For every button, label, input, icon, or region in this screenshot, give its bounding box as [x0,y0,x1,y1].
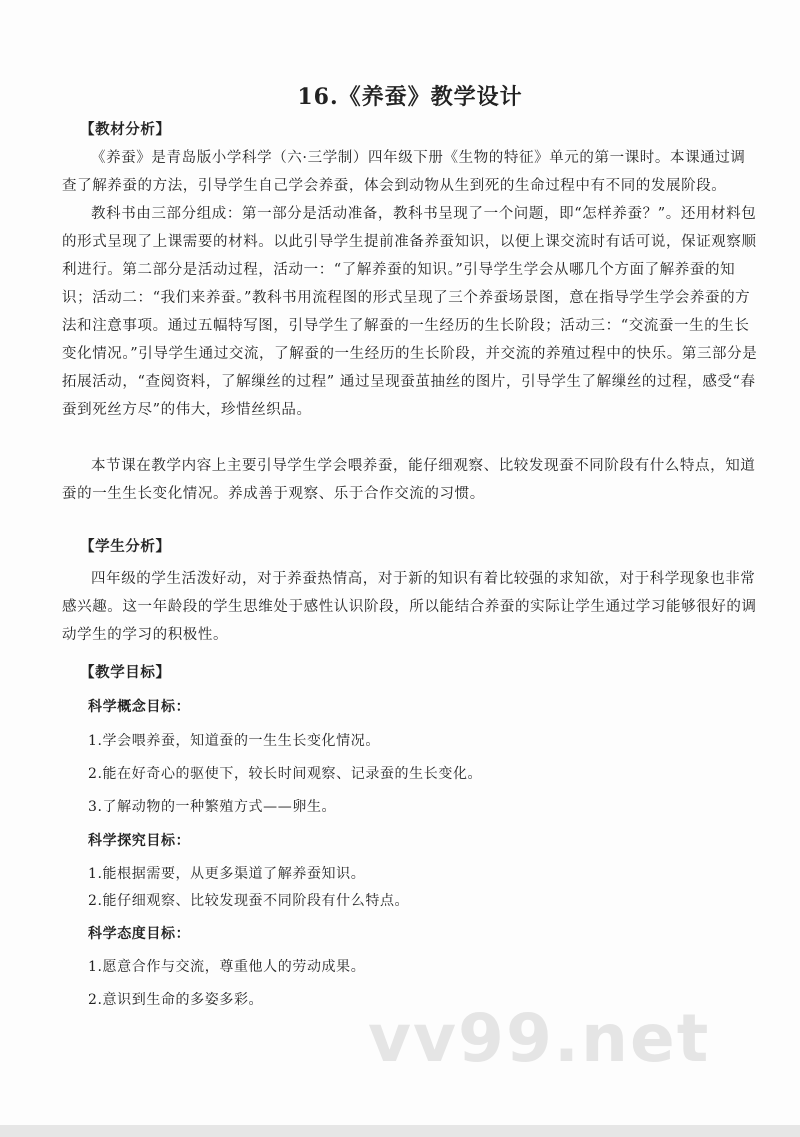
inquiry-goals-label: 科学探究目标： [88,833,191,849]
goal-item: 3.了解动物的一种繁殖方式——卵生。 [88,799,337,815]
heading-student-analysis: 【学生分析】 [80,538,171,555]
document-title: 16.《养蚕》教学设计 [297,84,523,110]
goal-item: 2.能仔细观察、比较发现蚕不同阶段有什么特点。 [88,893,410,909]
goal-item: 1.学会喂养蚕，知道蚕的一生生长变化情况。 [88,733,380,749]
paragraph: 《养蚕》是青岛版小学科学（六·三学制）四年级下册《生物的特征》单元的第一课时。本课通过调查了解养蚕的方法，引导学生自己学会养蚕，体会到动物从生到死的生命过程中有不同的发展阶段。 [62,150,746,194]
page-gap [0,1125,800,1137]
concept-goals-label: 科学概念目标： [88,699,191,715]
heading-teaching-goals: 【教学目标】 [80,664,171,681]
goal-item: 2.能在好奇心的驱使下，较长时间观察、记录蚕的生长变化。 [88,766,483,782]
attitude-goals-label: 科学态度目标： [88,926,191,942]
paragraph: 四年级的学生活泼好动，对于养蚕热情高，对于新的知识有着比较强的求知欲，对于科学现象也非常感兴趣。这一年龄段的学生思维处于感性认识阶段，所以能结合养蚕的实际让学生通过学习能够很好的调动学生的学习的积极性。 [62,571,757,643]
goal-item: 2.意识到生命的多姿多彩。 [88,992,264,1008]
paragraph: 本节课在教学内容上主要引导学生学会喂养蚕，能仔细观察、比较发现蚕不同阶段有什么特点，知道蚕的一生生长变化情况。养成善于观察、乐于合作交流的习惯。 [62,458,756,502]
paragraph: 教科书由三部分组成：第一部分是活动准备，教科书呈现了一个问题，即“怎样养蚕？”。还用材料包的形式呈现了上课需要的材料。以此引导学生提前准备养蚕知识，以便上课交流时有话可说，保证观察顺利进行。第二部分是活动过程，活动一：“了解养蚕的知识。”引导学生学会从哪几个方面了解养蚕的知识；活动二：“我们来养蚕。”教科书用流程图的形式呈现了三个养蚕场景图，意在指导学生学会养蚕的方法和注意事项。通过五幅特写图，引导学生了解蚕的一生经历的生长阶段；活动三：“交流蚕一生的生长变化情况。”引导学生通过交流，了解蚕的一生经历的生长阶段，并交流的养殖过程中的快乐。第三部分是拓展活动，“查阅资料，了解缫丝的过程” 通过呈现蚕茧抽丝的图片，引导学生了解缫丝的过程，感受“春蚕到死丝方尽”的伟大，珍惜丝织品。 [62,206,758,418]
heading-material-analysis: 【教材分析】 [80,121,171,138]
goal-item: 1.能根据需要，从更多渠道了解养蚕知识。 [88,866,366,882]
goal-item: 1.愿意合作与交流，尊重他人的劳动成果。 [88,959,366,975]
watermark: vv99.net [368,1000,711,1077]
